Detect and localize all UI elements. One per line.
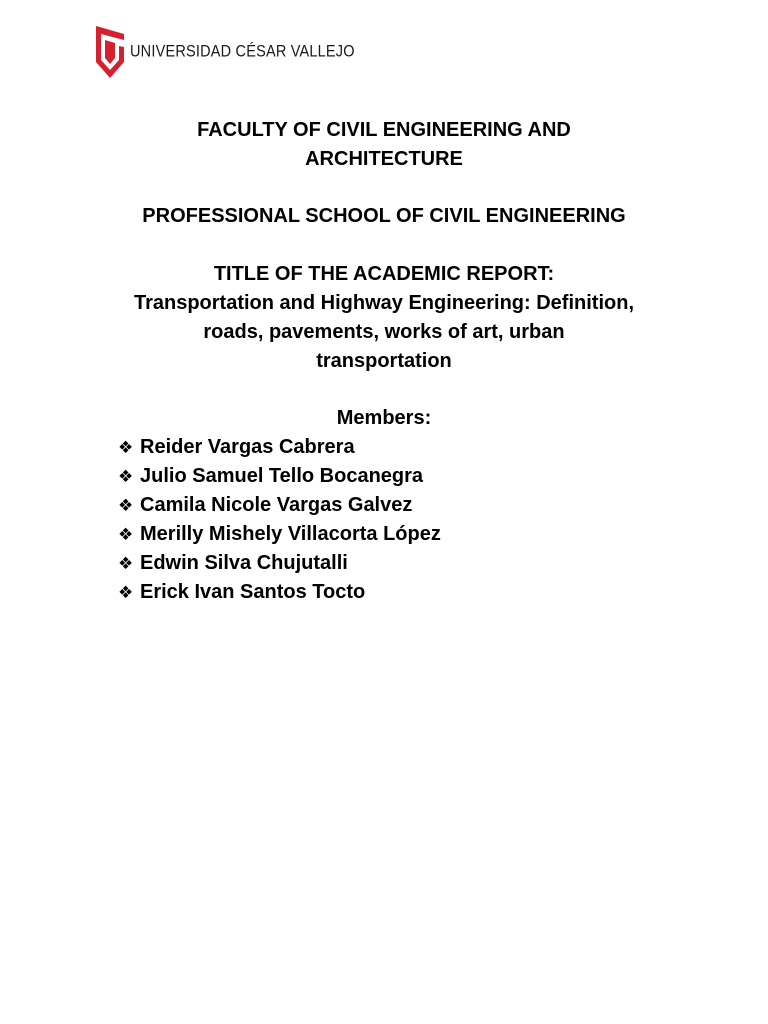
university-logo (96, 26, 355, 78)
report-title-line: roads, pavements, works of art, urban (203, 321, 565, 343)
university-name: UNIVERSIDAD CÉSAR VALLEJO (130, 43, 355, 61)
report-title-label: TITLE OF THE ACADEMIC REPORT: (213, 263, 555, 285)
members-list (118, 433, 441, 607)
faculty-heading-line: FACULTY OF CIVIL ENGINEERING AND (197, 119, 571, 141)
diamond-bullet-icon: ❖ (118, 467, 134, 486)
member-name: Reider Vargas Cabrera (140, 436, 355, 458)
report-title (0, 289, 768, 376)
member-name: Merilly Mishely Villacorta López (140, 523, 441, 545)
diamond-bullet-icon: ❖ (118, 496, 134, 515)
list-item (118, 433, 441, 462)
member-name: Edwin Silva Chujutalli (140, 552, 348, 574)
list-item (118, 549, 441, 578)
list-item (118, 491, 441, 520)
diamond-bullet-icon: ❖ (118, 583, 134, 602)
member-name: Julio Samuel Tello Bocanegra (140, 465, 424, 487)
list-item (118, 520, 441, 549)
member-name: Erick Ivan Santos Tocto (140, 581, 366, 603)
list-item (118, 462, 441, 491)
diamond-bullet-icon: ❖ (118, 438, 134, 457)
diamond-bullet-icon: ❖ (118, 525, 134, 544)
member-name: Camila Nicole Vargas Galvez (140, 494, 413, 516)
faculty-heading-line: ARCHITECTURE (305, 148, 463, 170)
list-item (118, 578, 441, 607)
members-label: Members: (336, 407, 432, 429)
school-heading: PROFESSIONAL SCHOOL OF CIVIL ENGINEERING (142, 205, 626, 227)
faculty-heading (0, 116, 768, 174)
report-title-line: Transportation and Highway Engineering: Definition, (133, 292, 635, 314)
report-title-line: transportation (316, 350, 452, 372)
university-crest-icon (96, 26, 124, 78)
diamond-bullet-icon: ❖ (118, 554, 134, 573)
